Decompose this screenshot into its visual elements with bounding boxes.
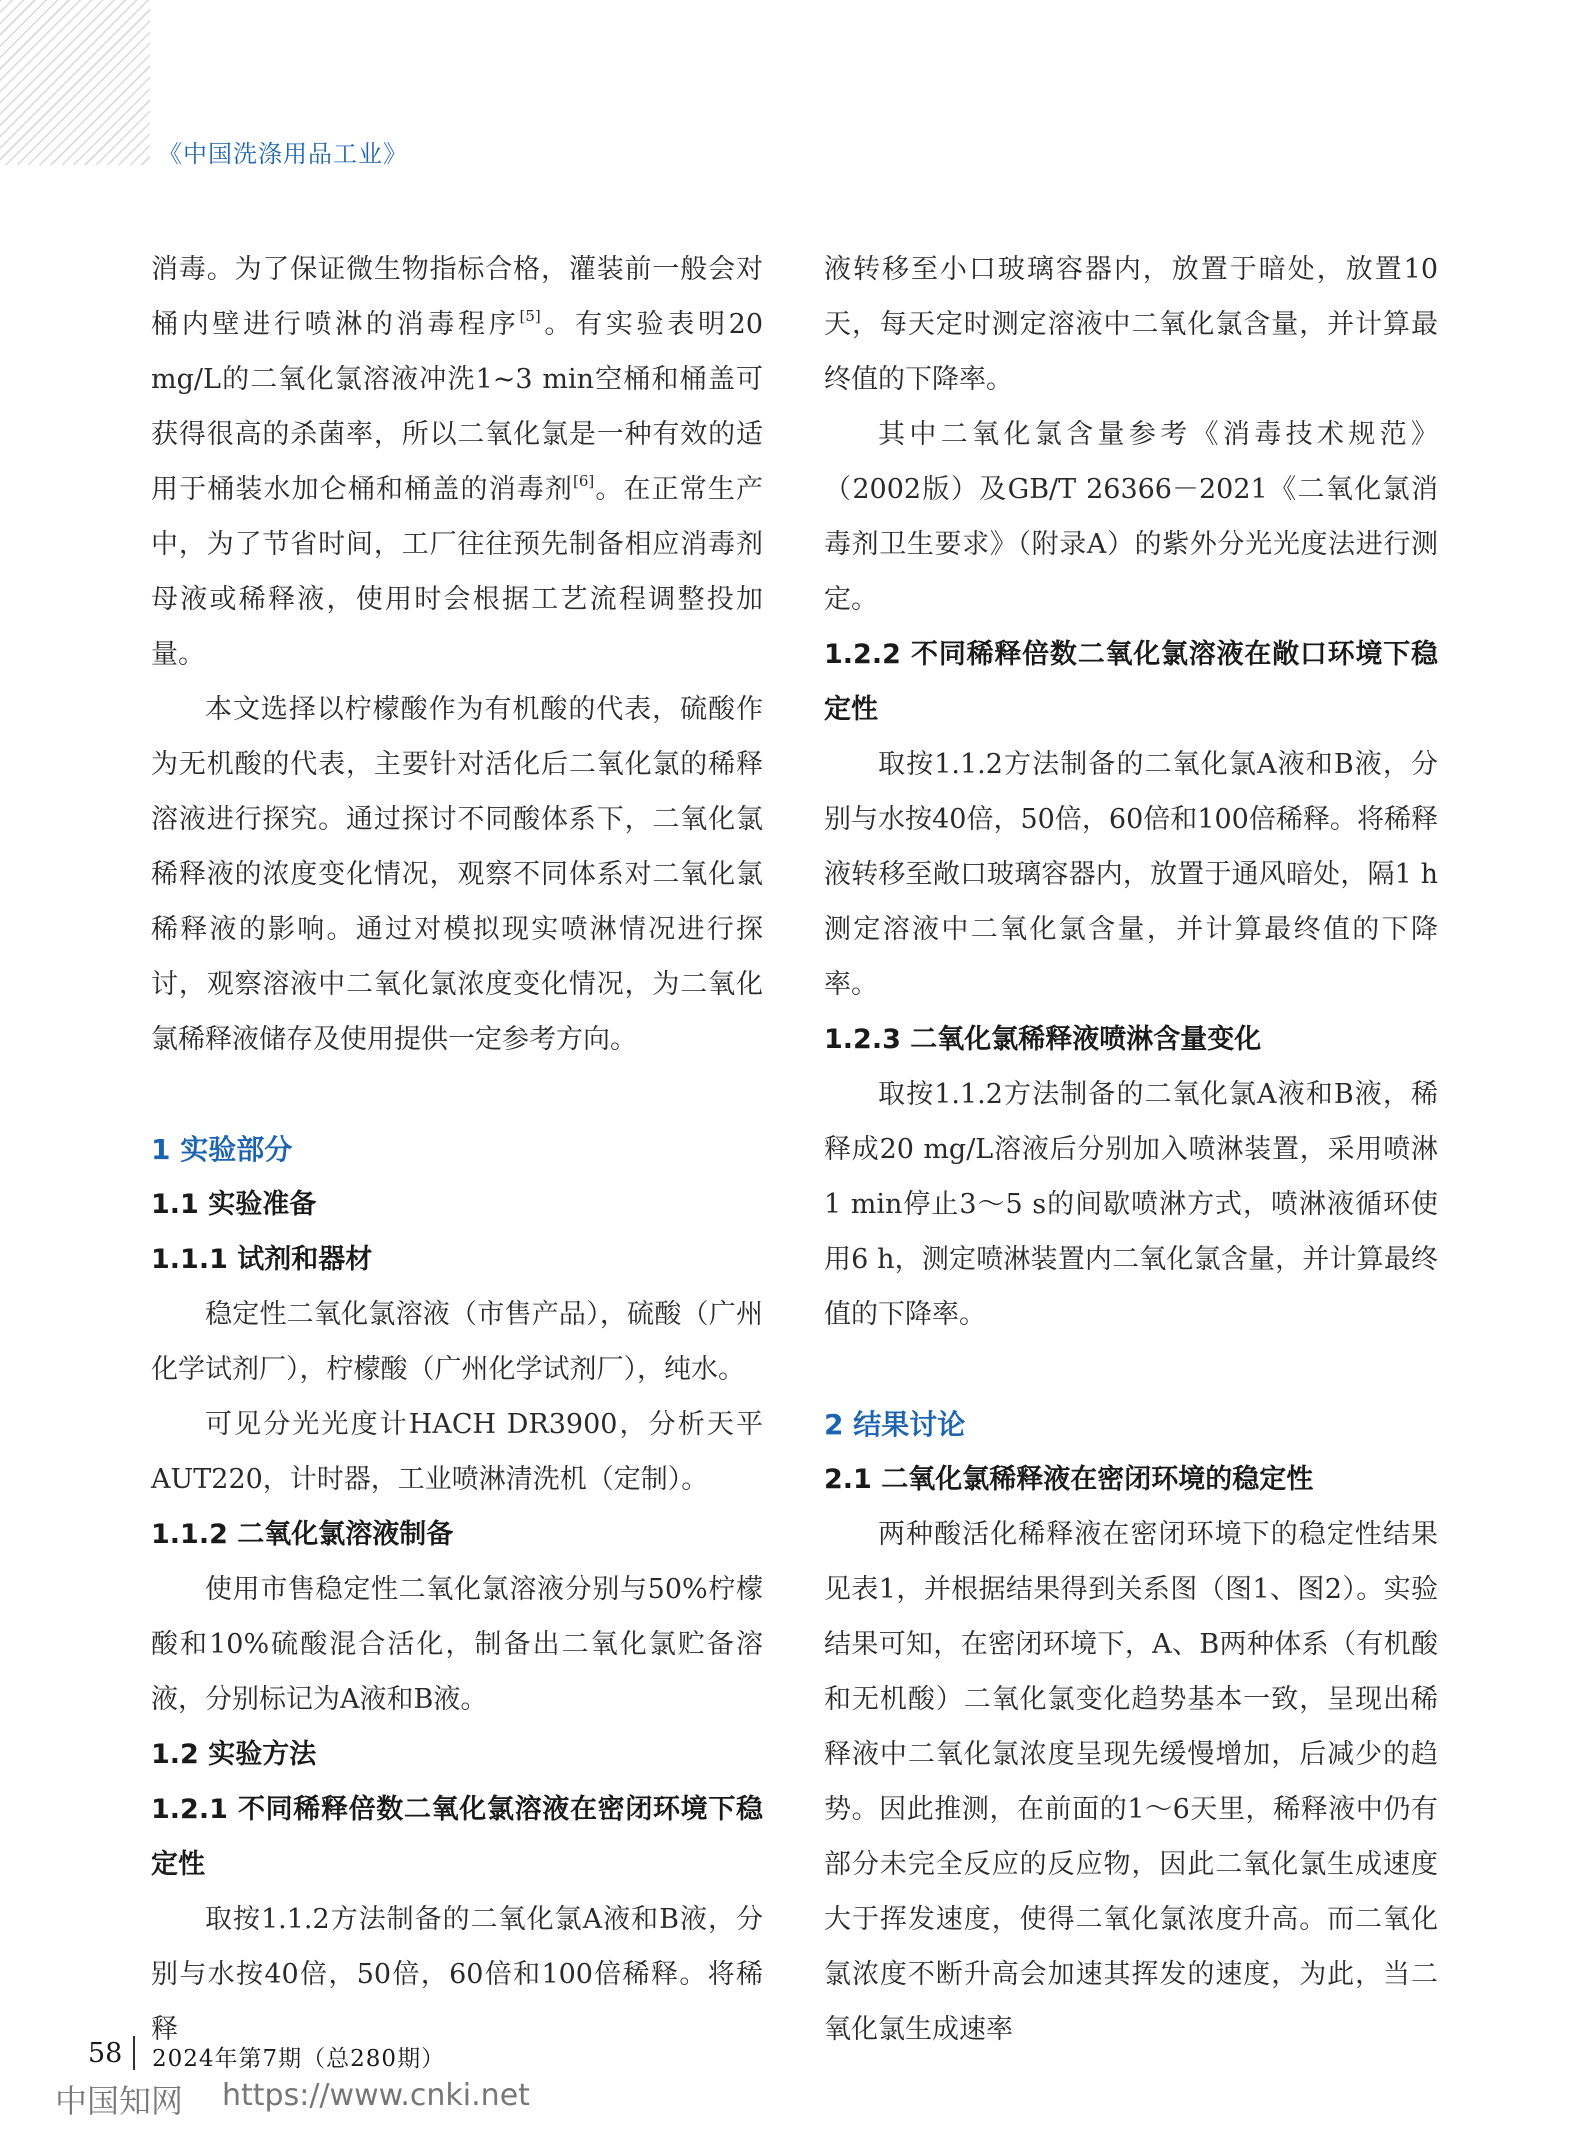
section-heading-1-2-1: 1.2.1 不同稀释倍数二氧化氯溶液在密闭环境下稳定性 bbox=[151, 1794, 763, 1880]
citation-5: [5] bbox=[519, 307, 541, 325]
paragraph-results-closed: 两种酸活化稀释液在密闭环境下的稳定性结果见表1，并根据结果得到关系图（图1、图2）。实验结果可知，在密闭环境下，A、B两种体系（有机酸和无机酸）二氧化氯变化趋势基本一致，呈现出稀释液中二氧化氯浓度呈现先缓慢增加，后减少的趋势。因此推测，在前面的1～6天里，稀释液中仍有部分未完全反应的反应物，因此二氧化氯生成速度大于挥发速度，使得二氧化氯浓度升高。而二氧化氯浓度不断升高会加速其挥发的速度，为此，当二氧化氯生成速率 bbox=[824, 1519, 1438, 2045]
journal-header: 《中国洗涤用品工业》 bbox=[158, 140, 408, 168]
section-heading-1-2-2: 1.2.2 不同稀释倍数二氧化氯溶液在敞口环境下稳定性 bbox=[824, 639, 1438, 725]
section-heading-1-1: 1.1 实验准备 bbox=[151, 1189, 317, 1220]
section-heading-2: 2 结果讨论 bbox=[824, 1408, 966, 1441]
watermark-url: https://www.cnki.net bbox=[222, 2078, 530, 2113]
paragraph-method-spray: 取按1.1.2方法制备的二氧化氯A液和B液，稀释成20 mg/L溶液后分别加入喷淋装置，采用喷淋1 min停止3～5 s的间歇喷淋方式，喷淋液循环使用6 h，测定喷淋装置内二氧化氯含量，并计算最终值的下降率。 bbox=[824, 1079, 1438, 1330]
paragraph-reagents: 稳定性二氧化氯溶液（市售产品），硫酸（广州化学试剂厂），柠檬酸（广州化学试剂厂），纯水。 bbox=[151, 1299, 763, 1385]
section-heading-1: 1 实验部分 bbox=[151, 1133, 293, 1166]
paragraph-intro-continued: 消毒。为了保证微生物指标合格，灌装前一般会对桶内壁进行喷淋的消毒程序[5]。有实验表明20 mg/L的二氧化氯溶液冲洗1~3 min空桶和桶盖可获得很高的杀菌率，所以二氧化氯是一种有效的适用于桶装水加仑桶和桶盖的消毒剂[6]。在正常生产中，为了节省时间，工厂往往预先制备相应消毒剂母液或稀释液，使用时会根据工艺流程调整投加量。 bbox=[151, 254, 764, 670]
issue-info: 2024年第7期（总280期） bbox=[152, 2046, 446, 2072]
footer-divider bbox=[133, 2036, 135, 2070]
section-heading-2-1: 2.1 二氧化氯稀释液在密闭环境的稳定性 bbox=[824, 1464, 1314, 1495]
paragraph-purpose: 本文选择以柠檬酸作为有机酸的代表，硫酸作为无机酸的代表，主要针对活化后二氧化氯的稀释溶液进行探究。通过探讨不同酸体系下，二氧化氯稀释液的浓度变化情况，观察不同体系对二氧化氯稀释液的影响。通过对模拟现实喷淋情况进行探讨，观察溶液中二氧化氯浓度变化情况，为二氧化氯稀释液储存及使用提供一定参考方向。 bbox=[151, 694, 763, 1055]
paragraph-measurement-reference: 其中二氧化氯含量参考《消毒技术规范》（2002版）及GB/T 26366－2021《二氧化氯消毒剂卫生要求》（附录A）的紫外分光光度法进行测定。 bbox=[824, 419, 1438, 615]
paragraph-preparation: 使用市售稳定性二氧化氯溶液分别与50%柠檬酸和10%硫酸混合活化，制备出二氧化氯贮备溶液，分别标记为A液和B液。 bbox=[151, 1574, 763, 1715]
citation-6: [6] bbox=[572, 472, 595, 490]
paragraph-method-closed-continued: 液转移至小口玻璃容器内，放置于暗处，放置10天，每天定时测定溶液中二氧化氯含量，并计算最终值的下降率。 bbox=[824, 254, 1438, 395]
paragraph-method-closed: 取按1.1.2方法制备的二氧化氯A液和B液，分别与水按40倍，50倍，60倍和100倍稀释。将稀释 bbox=[151, 1904, 763, 2045]
section-heading-1-2-3: 1.2.3 二氧化氯稀释液喷淋含量变化 bbox=[824, 1024, 1262, 1055]
section-heading-1-1-2: 1.1.2 二氧化氯溶液制备 bbox=[151, 1519, 454, 1550]
page-number: 58 bbox=[88, 2038, 123, 2069]
section-heading-1-1-1: 1.1.1 试剂和器材 bbox=[151, 1244, 373, 1275]
left-column bbox=[151, 242, 763, 2057]
paragraph-method-open: 取按1.1.2方法制备的二氧化氯A液和B液，分别与水按40倍，50倍，60倍和100倍稀释。将稀释液转移至敞口玻璃容器内，放置于通风暗处，隔1 h测定溶液中二氧化氯含量，并计算最终值的下降率。 bbox=[824, 749, 1438, 1000]
section-heading-1-2: 1.2 实验方法 bbox=[151, 1739, 317, 1770]
paragraph-instruments: 可见分光光度计HACH DR3900，分析天平AUT220，计时器，工业喷淋清洗机（定制）。 bbox=[151, 1409, 763, 1495]
corner-hatch-decoration bbox=[0, 0, 150, 165]
right-column bbox=[824, 242, 1438, 2057]
watermark-logo-text: 中国知网 bbox=[55, 2082, 184, 2120]
